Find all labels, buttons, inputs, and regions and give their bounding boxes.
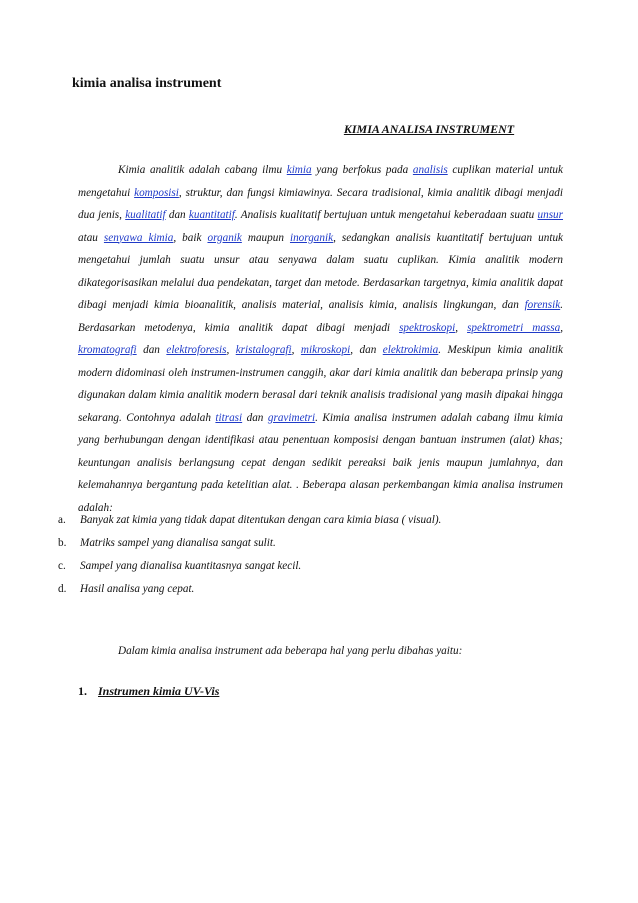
reasons-list bbox=[58, 509, 441, 601]
centered-heading: KIMIA ANALISA INSTRUMENT bbox=[343, 122, 515, 136]
paragraph-link[interactable]: gravimetri bbox=[267, 411, 316, 424]
paragraph-text: , bbox=[291, 344, 301, 356]
section-title: Instrumen kimia UV-Vis bbox=[98, 684, 220, 698]
paragraph-text: dan bbox=[242, 411, 268, 424]
paragraph-link[interactable]: komposisi bbox=[134, 186, 179, 199]
paragraph-text: . Berdasarkan metodenya, kimia analitik dapat dibagi menjadi bbox=[78, 299, 563, 334]
paragraph-link[interactable]: forensik bbox=[524, 299, 561, 311]
paragraph-text: cuplikan material untuk mengetahui bbox=[78, 164, 563, 199]
paragraph-text: dan bbox=[165, 209, 189, 221]
paragraph-text: . Analisis kualitatif bertujuan untuk mengetahui keberadaan suatu bbox=[234, 209, 538, 221]
paragraph-text: , bbox=[560, 321, 564, 334]
paragraph-text: atau bbox=[78, 231, 104, 244]
list-item-text: Matriks sampel yang dianalisa sangat sulit. bbox=[80, 537, 276, 549]
list-item-text: Sampel yang dianalisa kuantitasnya sangat kecil. bbox=[80, 560, 302, 572]
paragraph-link[interactable]: senyawa kimia bbox=[103, 231, 174, 244]
list-item bbox=[58, 509, 441, 532]
paragraph-text: , dan bbox=[350, 344, 383, 356]
paragraph-link[interactable]: titrasi bbox=[215, 411, 243, 424]
list-marker: b. bbox=[58, 537, 67, 549]
paragraph-text: Kimia analitik adalah cabang ilmu bbox=[118, 164, 287, 176]
paragraph-text: . Kimia analisa instrumen adalah cabang ilmu kimia yang berhubungan dengan identifikasi atau penentuan komposisi dengan bantuan instrumen (alat) khas; keuntungan analisis berlangsung cepat dengan sedikit pereaksi baik jenis maupun jumlahnya, dan kelemahannya bergantung pada ketelitian alat. . Beberapa alasan perkembangan kimia analisa instrumen adalah: bbox=[78, 411, 563, 514]
paragraph-link[interactable]: spektrometri massa bbox=[467, 321, 561, 334]
section-number: 1. bbox=[78, 684, 87, 698]
paragraph-link[interactable]: kualitatif bbox=[125, 209, 166, 221]
paragraph-link[interactable]: kromatografi bbox=[78, 344, 137, 356]
paragraph-link[interactable]: kristalografi bbox=[235, 344, 292, 356]
paragraph-link[interactable]: elektroforesis bbox=[166, 344, 227, 356]
paragraph-text: , struktur, dan fungsi kimiawinya. Secara tradisional, kimia analitik dibagi menjadi dua jenis, bbox=[78, 186, 563, 221]
list-item-text: Hasil analisa yang cepat. bbox=[80, 583, 195, 595]
paragraph-text: , bbox=[226, 344, 236, 356]
paragraph-link[interactable]: mikroskopi bbox=[300, 344, 351, 356]
paragraph-text: maupun bbox=[241, 231, 290, 244]
paragraph-text: yang berfokus pada bbox=[311, 164, 413, 176]
list-item bbox=[58, 578, 441, 601]
paragraph-link[interactable]: analisis bbox=[412, 164, 448, 176]
list-marker: a. bbox=[58, 514, 66, 526]
body-paragraph bbox=[78, 159, 563, 519]
paragraph-link[interactable]: kuantitatif bbox=[188, 209, 235, 221]
document-title: kimia analisa instrument bbox=[72, 76, 222, 91]
list-marker: c. bbox=[58, 560, 66, 572]
paragraph-text: , bbox=[455, 321, 468, 334]
paragraph-text: . Meskipun kimia analitik modern didominasi oleh instrumen-instrumen canggih, akar dari kimia analitik dan beberapa prinsip yang digunakan dalam kimia analitik modern berasal dari teknik analisis tradisional yang masih dipakai hingga sekarang. Contohnya adalah bbox=[78, 344, 563, 424]
paragraph-text: , baik bbox=[173, 231, 208, 244]
list-marker: d. bbox=[58, 583, 67, 595]
section-heading bbox=[78, 684, 219, 699]
paragraph-link[interactable]: spektroskopi bbox=[399, 321, 456, 334]
intro-sentence: Dalam kimia analisa instrument ada beberapa hal yang perlu dibahas yaitu: bbox=[118, 645, 463, 657]
paragraph-link[interactable]: elektrokimia bbox=[382, 344, 439, 356]
paragraph-link[interactable]: kimia bbox=[286, 164, 312, 176]
paragraph-link[interactable]: unsur bbox=[537, 209, 564, 221]
paragraph-text: dan bbox=[136, 344, 167, 356]
list-item bbox=[58, 555, 441, 578]
paragraph-text: , sedangkan analisis kuantitatif bertujuan untuk mengetahui jumlah suatu unsur atau senyawa dalam suatu cuplikan. Kimia analitik modern dikategorisasikan melalui dua pendekatan, target dan metode. Berdasarkan targetnya, kimia analitik dapat dibagi menjadi kimia bioanalitik, analisis material, analisis kimia, analisis lingkungan, dan bbox=[78, 231, 564, 311]
paragraph-link[interactable]: organik bbox=[207, 231, 242, 244]
list-item-text: Banyak zat kimia yang tidak dapat ditentukan dengan cara kimia biasa ( visual). bbox=[80, 514, 442, 526]
paragraph-link[interactable]: inorganik bbox=[289, 231, 334, 244]
list-item bbox=[58, 532, 441, 555]
